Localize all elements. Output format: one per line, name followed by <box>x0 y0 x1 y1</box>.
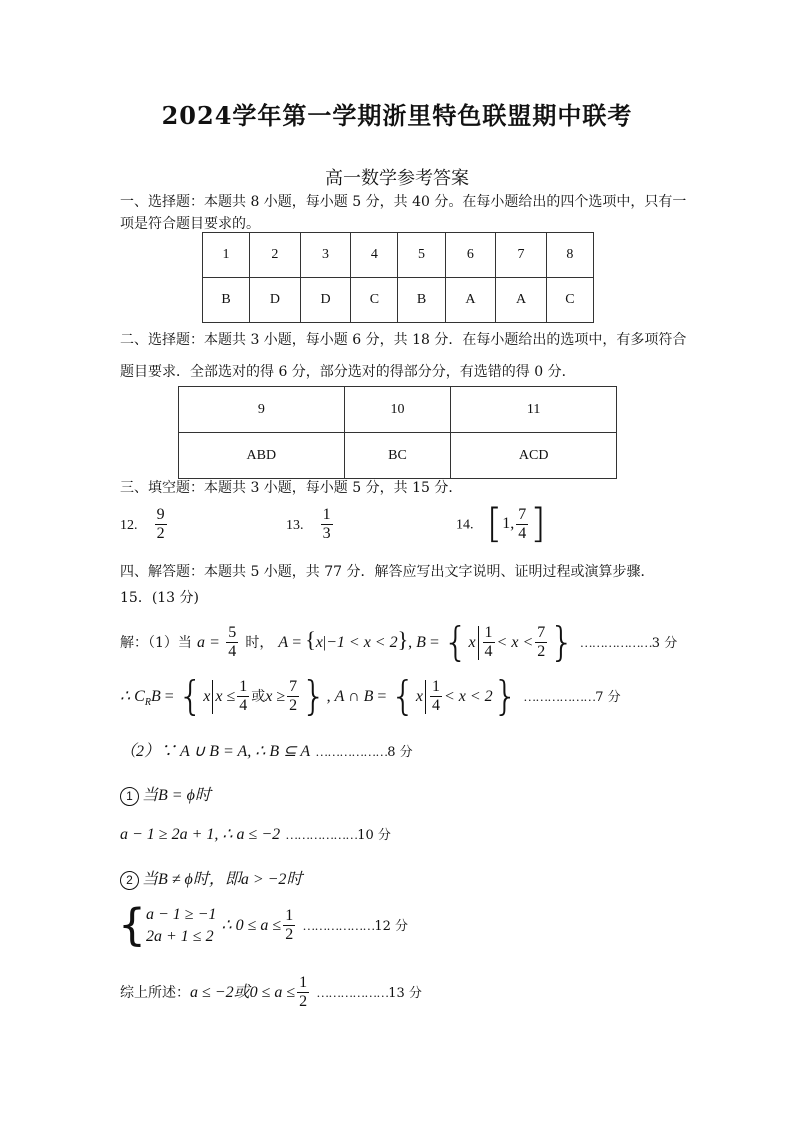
union-statement: （2）∵ A ∪ B = A, ∴ B ⊆ A <box>120 743 311 760</box>
section2-number-row <box>179 387 617 433</box>
numerator: 7 <box>537 624 546 641</box>
case-1-inequality: a − 1 ≥ 2a + 1, ∴ a ≤ −2 <box>120 826 281 843</box>
numerator: 1 <box>239 678 248 695</box>
table-cell: C <box>546 278 593 323</box>
var-x: x <box>203 688 211 705</box>
fraction <box>516 506 528 543</box>
fraction <box>483 624 495 661</box>
denominator: 2 <box>537 643 546 660</box>
inequality-system <box>118 899 408 951</box>
score-label: 3 分 <box>651 636 678 651</box>
table-cell: 7 <box>496 233 547 278</box>
section1-number-row <box>203 233 594 278</box>
fraction <box>297 974 309 1011</box>
numerator: 1 <box>431 678 440 695</box>
table-cell: ACD <box>451 433 617 479</box>
dots: ……………… <box>523 689 596 704</box>
table-cell: B <box>398 278 445 323</box>
score-label: 8 分 <box>387 745 413 760</box>
score-label: 13 分 <box>388 986 422 1001</box>
section2-answer-row <box>179 433 617 479</box>
fraction <box>226 624 238 661</box>
table-cell: 4 <box>351 233 398 278</box>
system-line-1: a − 1 ≥ −1 <box>146 905 217 923</box>
fraction <box>535 624 547 661</box>
section1-text-line2: 项是符合题目要求的。 <box>120 216 260 232</box>
table-cell: D <box>250 278 301 323</box>
section1-answer-table <box>202 232 594 323</box>
dots: ……………… <box>285 827 358 842</box>
text-or: 或 <box>251 689 266 705</box>
circled-number-icon: 2 <box>120 871 139 890</box>
solution-line-3 <box>120 738 413 761</box>
score-label: 12 分 <box>374 919 408 934</box>
numerator: 1 <box>299 974 308 991</box>
section4-text: 四、解答题：本题共 5 小题，共 77 分．解答应写出文字说明、证明过程或演算步骤． <box>120 564 655 580</box>
condition-le: x ≤ <box>215 688 236 705</box>
interval-left: 1, <box>502 515 515 532</box>
fraction <box>287 678 299 715</box>
equals: = <box>210 634 220 651</box>
dots: ……………… <box>579 635 652 650</box>
table-cell: 11 <box>451 387 617 433</box>
denominator: 4 <box>484 643 493 660</box>
denominator: 2 <box>156 525 165 542</box>
system-line-2: 2a + 1 ≤ 2 <box>146 927 214 945</box>
denominator: 4 <box>518 524 527 542</box>
numerator: 1 <box>484 624 493 641</box>
summary-line <box>120 970 422 1014</box>
numerator: 5 <box>228 624 237 641</box>
system-result: ∴ 0 ≤ a ≤ <box>221 917 282 934</box>
denominator: 4 <box>239 697 248 714</box>
question-label: 12. <box>120 518 138 533</box>
numerator: 1 <box>322 506 331 523</box>
table-cell: 3 <box>300 233 351 278</box>
section3-text: 三、填空题：本题共 3 小题，每小题 5 分，共 15 分． <box>120 480 463 496</box>
numerator: 1 <box>285 907 294 924</box>
denominator: 2 <box>299 993 308 1010</box>
section2-text-line2: 题目要求．全部选对的得 6 分，部分选对的得部分分，有选错的得 0 分． <box>120 364 576 380</box>
page-subtitle: 高一数学参考答案 <box>325 168 469 189</box>
fraction <box>155 506 167 543</box>
section1-text-line1: 一、选择题：本题共 8 小题，每小题 5 分，共 40 分。在每小题给出的四个选项中，只有一 <box>120 194 687 210</box>
page-title: 2024学年第一学期浙里特色联盟期中联考 <box>161 101 633 130</box>
score-label: 7 分 <box>595 690 621 705</box>
table-cell: A <box>445 278 496 323</box>
set-a-condition: −1 < x < 2 <box>326 634 398 651</box>
denominator: 2 <box>289 697 298 714</box>
table-cell: 9 <box>179 387 345 433</box>
numerator: 9 <box>156 506 165 523</box>
fraction <box>283 907 295 944</box>
table-cell: BC <box>344 433 451 479</box>
table-cell: 5 <box>398 233 445 278</box>
set-b: B <box>150 688 161 705</box>
fraction <box>237 678 249 715</box>
dots: ……………… <box>302 918 375 933</box>
intersection-condition: < x < 2 <box>443 688 493 705</box>
question-label: 14. <box>456 517 474 533</box>
dots: ……………… <box>315 744 388 759</box>
var-a: a <box>197 634 206 651</box>
right-bracket: ] <box>530 501 546 547</box>
var-x: x <box>315 634 323 651</box>
left-brace: { <box>118 899 146 951</box>
case-1-heading <box>120 782 211 806</box>
denominator: 2 <box>285 926 294 943</box>
condition-ge: x ≥ <box>265 688 286 705</box>
numerator: 7 <box>289 678 298 695</box>
denominator: 3 <box>322 525 331 542</box>
table-cell: 1 <box>203 233 250 278</box>
set-a: A <box>278 634 289 651</box>
var-x: x <box>415 688 423 705</box>
text-shi: 时， <box>245 635 274 651</box>
fraction <box>321 506 333 543</box>
question-label: 13. <box>286 518 304 533</box>
case-2-text: 当B ≠ ϕ时，即a > −2时 <box>142 871 303 888</box>
solution-line-2: ∴ $C_RB = \{x$ x ≤ $\frac{1}{4}$ 或x ≥ $\frac{7}{2}$ }, A ∩ B = {x $\frac{1}{4}$ < x < 2} ………………7 分 <box>120 673 621 720</box>
intersection: A ∩ B <box>334 688 374 705</box>
table-cell: D <box>300 278 351 323</box>
left-bracket: [ <box>486 501 503 547</box>
table-cell: 8 <box>546 233 593 278</box>
fill-answer-14 <box>456 501 546 547</box>
denominator: 4 <box>228 643 237 660</box>
summary-prefix: 综上所述： <box>120 985 190 1001</box>
fill-answer-13 <box>286 506 335 543</box>
table-cell: C <box>351 278 398 323</box>
numerator: 7 <box>518 505 527 523</box>
subscript: R <box>144 697 151 709</box>
table-cell: B <box>203 278 250 323</box>
dots: ……………… <box>316 985 389 1000</box>
fill-answer-12 <box>120 506 169 543</box>
table-cell: 2 <box>250 233 301 278</box>
complement-symbol: ∴ C <box>120 688 145 705</box>
case-2-heading <box>120 866 302 890</box>
table-cell: ABD <box>179 433 345 479</box>
case-1-text: 当B = ϕ时 <box>142 787 211 804</box>
set-b-condition: < x < <box>496 634 534 651</box>
score-label: 10 分 <box>357 828 391 843</box>
fraction <box>430 678 442 715</box>
denominator: 4 <box>431 697 440 714</box>
table-cell: A <box>496 278 547 323</box>
question-15-header: 15．(13 分) <box>120 590 200 606</box>
solution-prefix: 解：（1）当 <box>120 635 192 651</box>
table-cell: 10 <box>344 387 451 433</box>
table-cell: 6 <box>445 233 496 278</box>
circled-number-icon: 1 <box>120 787 139 806</box>
var-x: x <box>468 634 476 651</box>
solution-line-1: 解：（1）当 a = $\frac{5}{4}$ 时， A = {x|−1 < x < 2}, B = {x $\frac{1}{4}$ < x < $\frac{7}{2}$ } ………………3 分 <box>120 619 678 666</box>
system-lines <box>146 904 216 948</box>
case-1-equation <box>120 824 391 844</box>
section2-answer-table <box>178 386 617 479</box>
section1-answer-row <box>203 278 594 323</box>
set-b: B <box>416 634 426 651</box>
section2-text-line1: 二、选择题：本题共 3 小题，每小题 6 分，共 18 分．在每小题给出的选项中，有多项符合 <box>120 332 687 348</box>
summary-text: a ≤ −2或0 ≤ a ≤ <box>190 984 296 1001</box>
